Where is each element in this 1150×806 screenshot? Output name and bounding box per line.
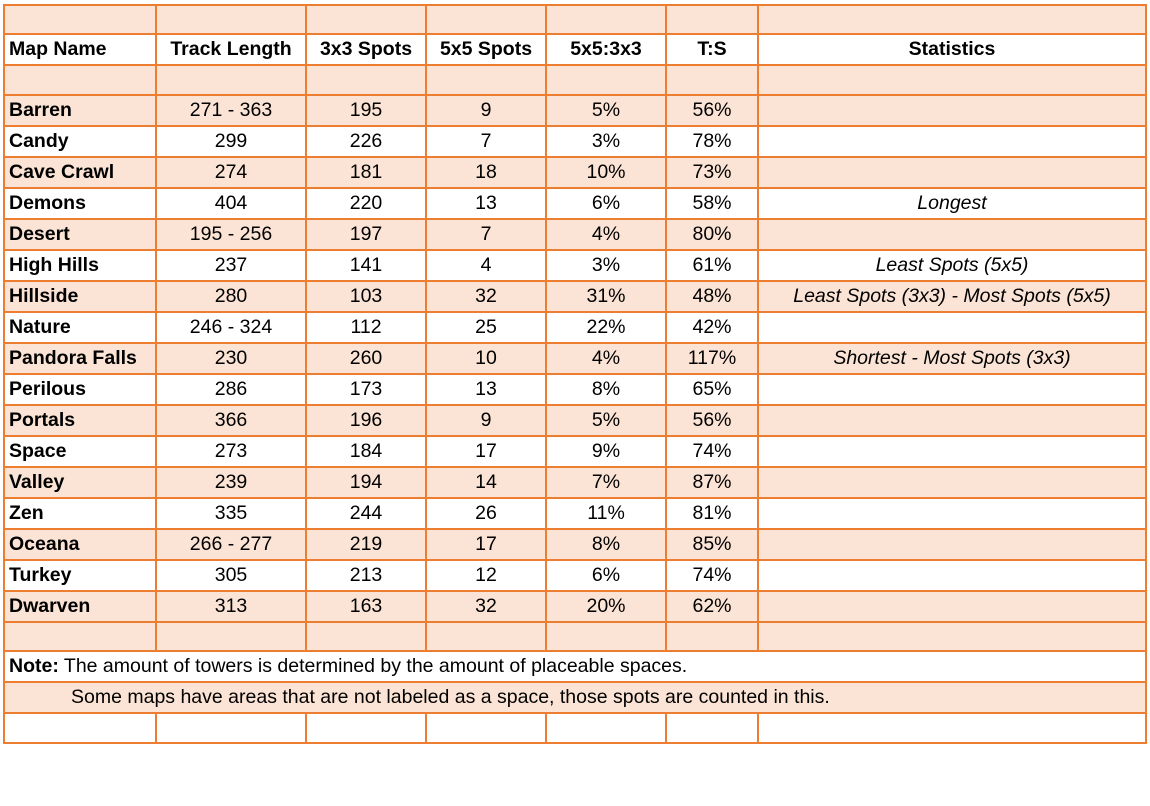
ts-cell[interactable]: 81% [666, 498, 758, 529]
spots-3x3-cell[interactable]: 196 [306, 405, 426, 436]
note-text-1: The amount of towers is determined by the amount of placeable spaces. [63, 655, 688, 678]
track-length-cell[interactable]: 286 [156, 374, 306, 405]
cell[interactable] [156, 713, 306, 742]
ts-cell[interactable]: 56% [666, 95, 758, 126]
ratio-cell[interactable]: 4% [546, 343, 666, 374]
blank-row-bottom [4, 622, 1146, 651]
spots-5x5-cell[interactable]: 10 [426, 343, 546, 374]
statistics-cell[interactable] [758, 95, 1146, 126]
note-label: Note: [9, 655, 59, 678]
header-statistics[interactable]: Statistics [758, 34, 1146, 65]
map-name-cell[interactable]: Perilous [4, 374, 156, 405]
map-name-cell[interactable]: Barren [4, 95, 156, 126]
statistics-cell[interactable]: Least Spots (3x3) - Most Spots (5x5) [758, 281, 1146, 312]
track-length-cell[interactable]: 274 [156, 157, 306, 188]
table-row [4, 219, 1146, 250]
statistics-cell[interactable]: Shortest - Most Spots (3x3) [758, 343, 1146, 374]
cell[interactable] [666, 713, 758, 742]
cell[interactable] [306, 713, 426, 742]
track-length-cell[interactable]: 239 [156, 467, 306, 498]
track-length-cell[interactable]: 195 - 256 [156, 219, 306, 250]
statistics-cell[interactable] [758, 529, 1146, 560]
statistics-cell[interactable] [758, 591, 1146, 622]
cell[interactable] [306, 65, 426, 94]
map-statistics-table [3, 4, 1147, 744]
map-name-cell[interactable]: Oceana [4, 529, 156, 560]
table-row [4, 405, 1146, 436]
statistics-cell[interactable] [758, 436, 1146, 467]
spots-5x5-cell[interactable]: 12 [426, 560, 546, 591]
table-row [4, 529, 1146, 560]
ratio-cell[interactable]: 7% [546, 467, 666, 498]
track-length-cell[interactable]: 313 [156, 591, 306, 622]
ts-cell[interactable]: 85% [666, 529, 758, 560]
track-length-cell[interactable]: 335 [156, 498, 306, 529]
spots-3x3-cell[interactable]: 163 [306, 591, 426, 622]
ratio-cell[interactable]: 22% [546, 312, 666, 343]
spots-3x3-cell[interactable]: 197 [306, 219, 426, 250]
table-row [4, 188, 1146, 219]
track-length-cell[interactable]: 230 [156, 343, 306, 374]
statistics-cell[interactable]: Longest [758, 188, 1146, 219]
map-name-cell[interactable]: Candy [4, 126, 156, 157]
table-row [4, 126, 1146, 157]
spots-3x3-cell[interactable]: 103 [306, 281, 426, 312]
map-name-cell[interactable]: Pandora Falls [4, 343, 156, 374]
table-row [4, 436, 1146, 467]
cell[interactable] [546, 65, 666, 94]
map-name-cell[interactable]: Zen [4, 498, 156, 529]
spots-5x5-cell[interactable]: 32 [426, 281, 546, 312]
cell[interactable] [426, 5, 546, 34]
statistics-cell[interactable] [758, 467, 1146, 498]
spots-3x3-cell[interactable]: 112 [306, 312, 426, 343]
cell[interactable] [666, 622, 758, 651]
map-name-cell[interactable]: Turkey [4, 560, 156, 591]
spots-5x5-cell[interactable]: 18 [426, 157, 546, 188]
statistics-cell[interactable] [758, 374, 1146, 405]
table-row [4, 591, 1146, 622]
table-row [4, 312, 1146, 343]
cell[interactable] [306, 5, 426, 34]
statistics-cell[interactable] [758, 219, 1146, 250]
ratio-cell[interactable]: 4% [546, 219, 666, 250]
header-3x3-spots[interactable]: 3x3 Spots [306, 34, 426, 65]
ratio-cell[interactable]: 6% [546, 188, 666, 219]
table-row [4, 343, 1146, 374]
spots-3x3-cell[interactable]: 226 [306, 126, 426, 157]
statistics-cell[interactable] [758, 312, 1146, 343]
cell[interactable] [4, 622, 156, 651]
note-cell-2[interactable]: Some maps have areas that are not labeled as a space, those spots are counted in this. [4, 682, 1146, 713]
ratio-cell[interactable]: 5% [546, 405, 666, 436]
statistics-cell[interactable] [758, 157, 1146, 188]
spots-5x5-cell[interactable]: 13 [426, 374, 546, 405]
spots-5x5-cell[interactable]: 13 [426, 188, 546, 219]
map-name-cell[interactable]: Portals [4, 405, 156, 436]
track-length-cell[interactable]: 404 [156, 188, 306, 219]
track-length-cell[interactable]: 237 [156, 250, 306, 281]
spots-5x5-cell[interactable]: 14 [426, 467, 546, 498]
track-length-cell[interactable]: 273 [156, 436, 306, 467]
ts-cell[interactable]: 56% [666, 405, 758, 436]
ratio-cell[interactable]: 3% [546, 250, 666, 281]
spots-3x3-cell[interactable]: 181 [306, 157, 426, 188]
cell[interactable] [156, 65, 306, 94]
ratio-cell[interactable]: 8% [546, 529, 666, 560]
spots-5x5-cell[interactable]: 4 [426, 250, 546, 281]
table-row [4, 95, 1146, 126]
header-ts[interactable]: T:S [666, 34, 758, 65]
spots-5x5-cell[interactable]: 9 [426, 95, 546, 126]
statistics-cell[interactable] [758, 405, 1146, 436]
header-5x5-spots[interactable]: 5x5 Spots [426, 34, 546, 65]
statistics-cell[interactable] [758, 498, 1146, 529]
spots-5x5-cell[interactable]: 7 [426, 219, 546, 250]
ratio-cell[interactable]: 31% [546, 281, 666, 312]
cell[interactable] [306, 622, 426, 651]
statistics-cell[interactable]: Least Spots (5x5) [758, 250, 1146, 281]
ratio-cell[interactable]: 8% [546, 374, 666, 405]
map-name-cell[interactable]: Hillside [4, 281, 156, 312]
ratio-cell[interactable]: 20% [546, 591, 666, 622]
cell[interactable] [4, 713, 156, 742]
ratio-cell[interactable]: 11% [546, 498, 666, 529]
note-row-1 [4, 651, 1146, 682]
spots-5x5-cell[interactable]: 25 [426, 312, 546, 343]
spots-5x5-cell[interactable]: 26 [426, 498, 546, 529]
spots-3x3-cell[interactable]: 195 [306, 95, 426, 126]
header-row [4, 34, 1146, 65]
note-row-2 [4, 682, 1146, 713]
track-length-cell[interactable]: 366 [156, 405, 306, 436]
map-name-cell[interactable]: Dwarven [4, 591, 156, 622]
table-row [4, 281, 1146, 312]
ts-cell[interactable]: 58% [666, 188, 758, 219]
cell[interactable] [666, 5, 758, 34]
cell[interactable] [156, 622, 306, 651]
map-name-cell[interactable]: Nature [4, 312, 156, 343]
cell[interactable] [758, 622, 1146, 651]
table-row [4, 374, 1146, 405]
ratio-cell[interactable]: 9% [546, 436, 666, 467]
ts-cell[interactable]: 73% [666, 157, 758, 188]
table-row [4, 498, 1146, 529]
ts-cell[interactable]: 62% [666, 591, 758, 622]
cell[interactable] [758, 713, 1146, 742]
track-length-cell[interactable]: 246 - 324 [156, 312, 306, 343]
cell[interactable] [546, 5, 666, 34]
track-length-cell[interactable]: 299 [156, 126, 306, 157]
spots-5x5-cell[interactable]: 32 [426, 591, 546, 622]
ratio-cell[interactable]: 10% [546, 157, 666, 188]
table-row [4, 250, 1146, 281]
map-name-cell[interactable]: Space [4, 436, 156, 467]
cell[interactable] [546, 713, 666, 742]
statistics-cell[interactable] [758, 560, 1146, 591]
cell[interactable] [758, 65, 1146, 94]
cell[interactable] [426, 713, 546, 742]
ts-cell[interactable]: 74% [666, 436, 758, 467]
header-map-name[interactable]: Map Name [4, 34, 156, 65]
ts-cell[interactable]: 117% [666, 343, 758, 374]
ratio-cell[interactable]: 3% [546, 126, 666, 157]
map-name-cell[interactable]: Valley [4, 467, 156, 498]
map-name-cell[interactable]: Demons [4, 188, 156, 219]
cell[interactable] [426, 65, 546, 94]
spots-5x5-cell[interactable]: 7 [426, 126, 546, 157]
blank-row-top [4, 5, 1146, 34]
spots-3x3-cell[interactable]: 141 [306, 250, 426, 281]
spots-3x3-cell[interactable]: 219 [306, 529, 426, 560]
ts-cell[interactable]: 87% [666, 467, 758, 498]
cell[interactable] [156, 5, 306, 34]
table-row [4, 560, 1146, 591]
cell[interactable] [666, 65, 758, 94]
table-row [4, 467, 1146, 498]
track-length-cell[interactable]: 280 [156, 281, 306, 312]
ratio-cell[interactable]: 6% [546, 560, 666, 591]
spots-5x5-cell[interactable]: 17 [426, 529, 546, 560]
spots-3x3-cell[interactable]: 213 [306, 560, 426, 591]
spots-5x5-cell[interactable]: 9 [426, 405, 546, 436]
ts-cell[interactable]: 61% [666, 250, 758, 281]
header-ratio[interactable]: 5x5:3x3 [546, 34, 666, 65]
map-name-cell[interactable]: Desert [4, 219, 156, 250]
statistics-cell[interactable] [758, 126, 1146, 157]
ts-cell[interactable]: 78% [666, 126, 758, 157]
cell[interactable] [4, 65, 156, 94]
header-track-length[interactable]: Track Length [156, 34, 306, 65]
note-cell-1[interactable] [4, 651, 1146, 682]
ts-cell[interactable]: 48% [666, 281, 758, 312]
spots-3x3-cell[interactable]: 220 [306, 188, 426, 219]
table-row [4, 157, 1146, 188]
cell[interactable] [426, 622, 546, 651]
ts-cell[interactable]: 80% [666, 219, 758, 250]
ts-cell[interactable]: 42% [666, 312, 758, 343]
spots-5x5-cell[interactable]: 17 [426, 436, 546, 467]
cell[interactable] [4, 5, 156, 34]
spots-3x3-cell[interactable]: 244 [306, 498, 426, 529]
ts-cell[interactable]: 74% [666, 560, 758, 591]
cell[interactable] [758, 5, 1146, 34]
track-length-cell[interactable]: 271 - 363 [156, 95, 306, 126]
spots-3x3-cell[interactable]: 173 [306, 374, 426, 405]
ratio-cell[interactable]: 5% [546, 95, 666, 126]
blank-row-last [4, 713, 1146, 742]
blank-row-after-header [4, 65, 1146, 94]
cell[interactable] [546, 622, 666, 651]
spots-3x3-cell[interactable]: 194 [306, 467, 426, 498]
spots-3x3-cell[interactable]: 184 [306, 436, 426, 467]
ts-cell[interactable]: 65% [666, 374, 758, 405]
map-name-cell[interactable]: High Hills [4, 250, 156, 281]
track-length-cell[interactable]: 305 [156, 560, 306, 591]
spots-3x3-cell[interactable]: 260 [306, 343, 426, 374]
map-name-cell[interactable]: Cave Crawl [4, 157, 156, 188]
track-length-cell[interactable]: 266 - 277 [156, 529, 306, 560]
